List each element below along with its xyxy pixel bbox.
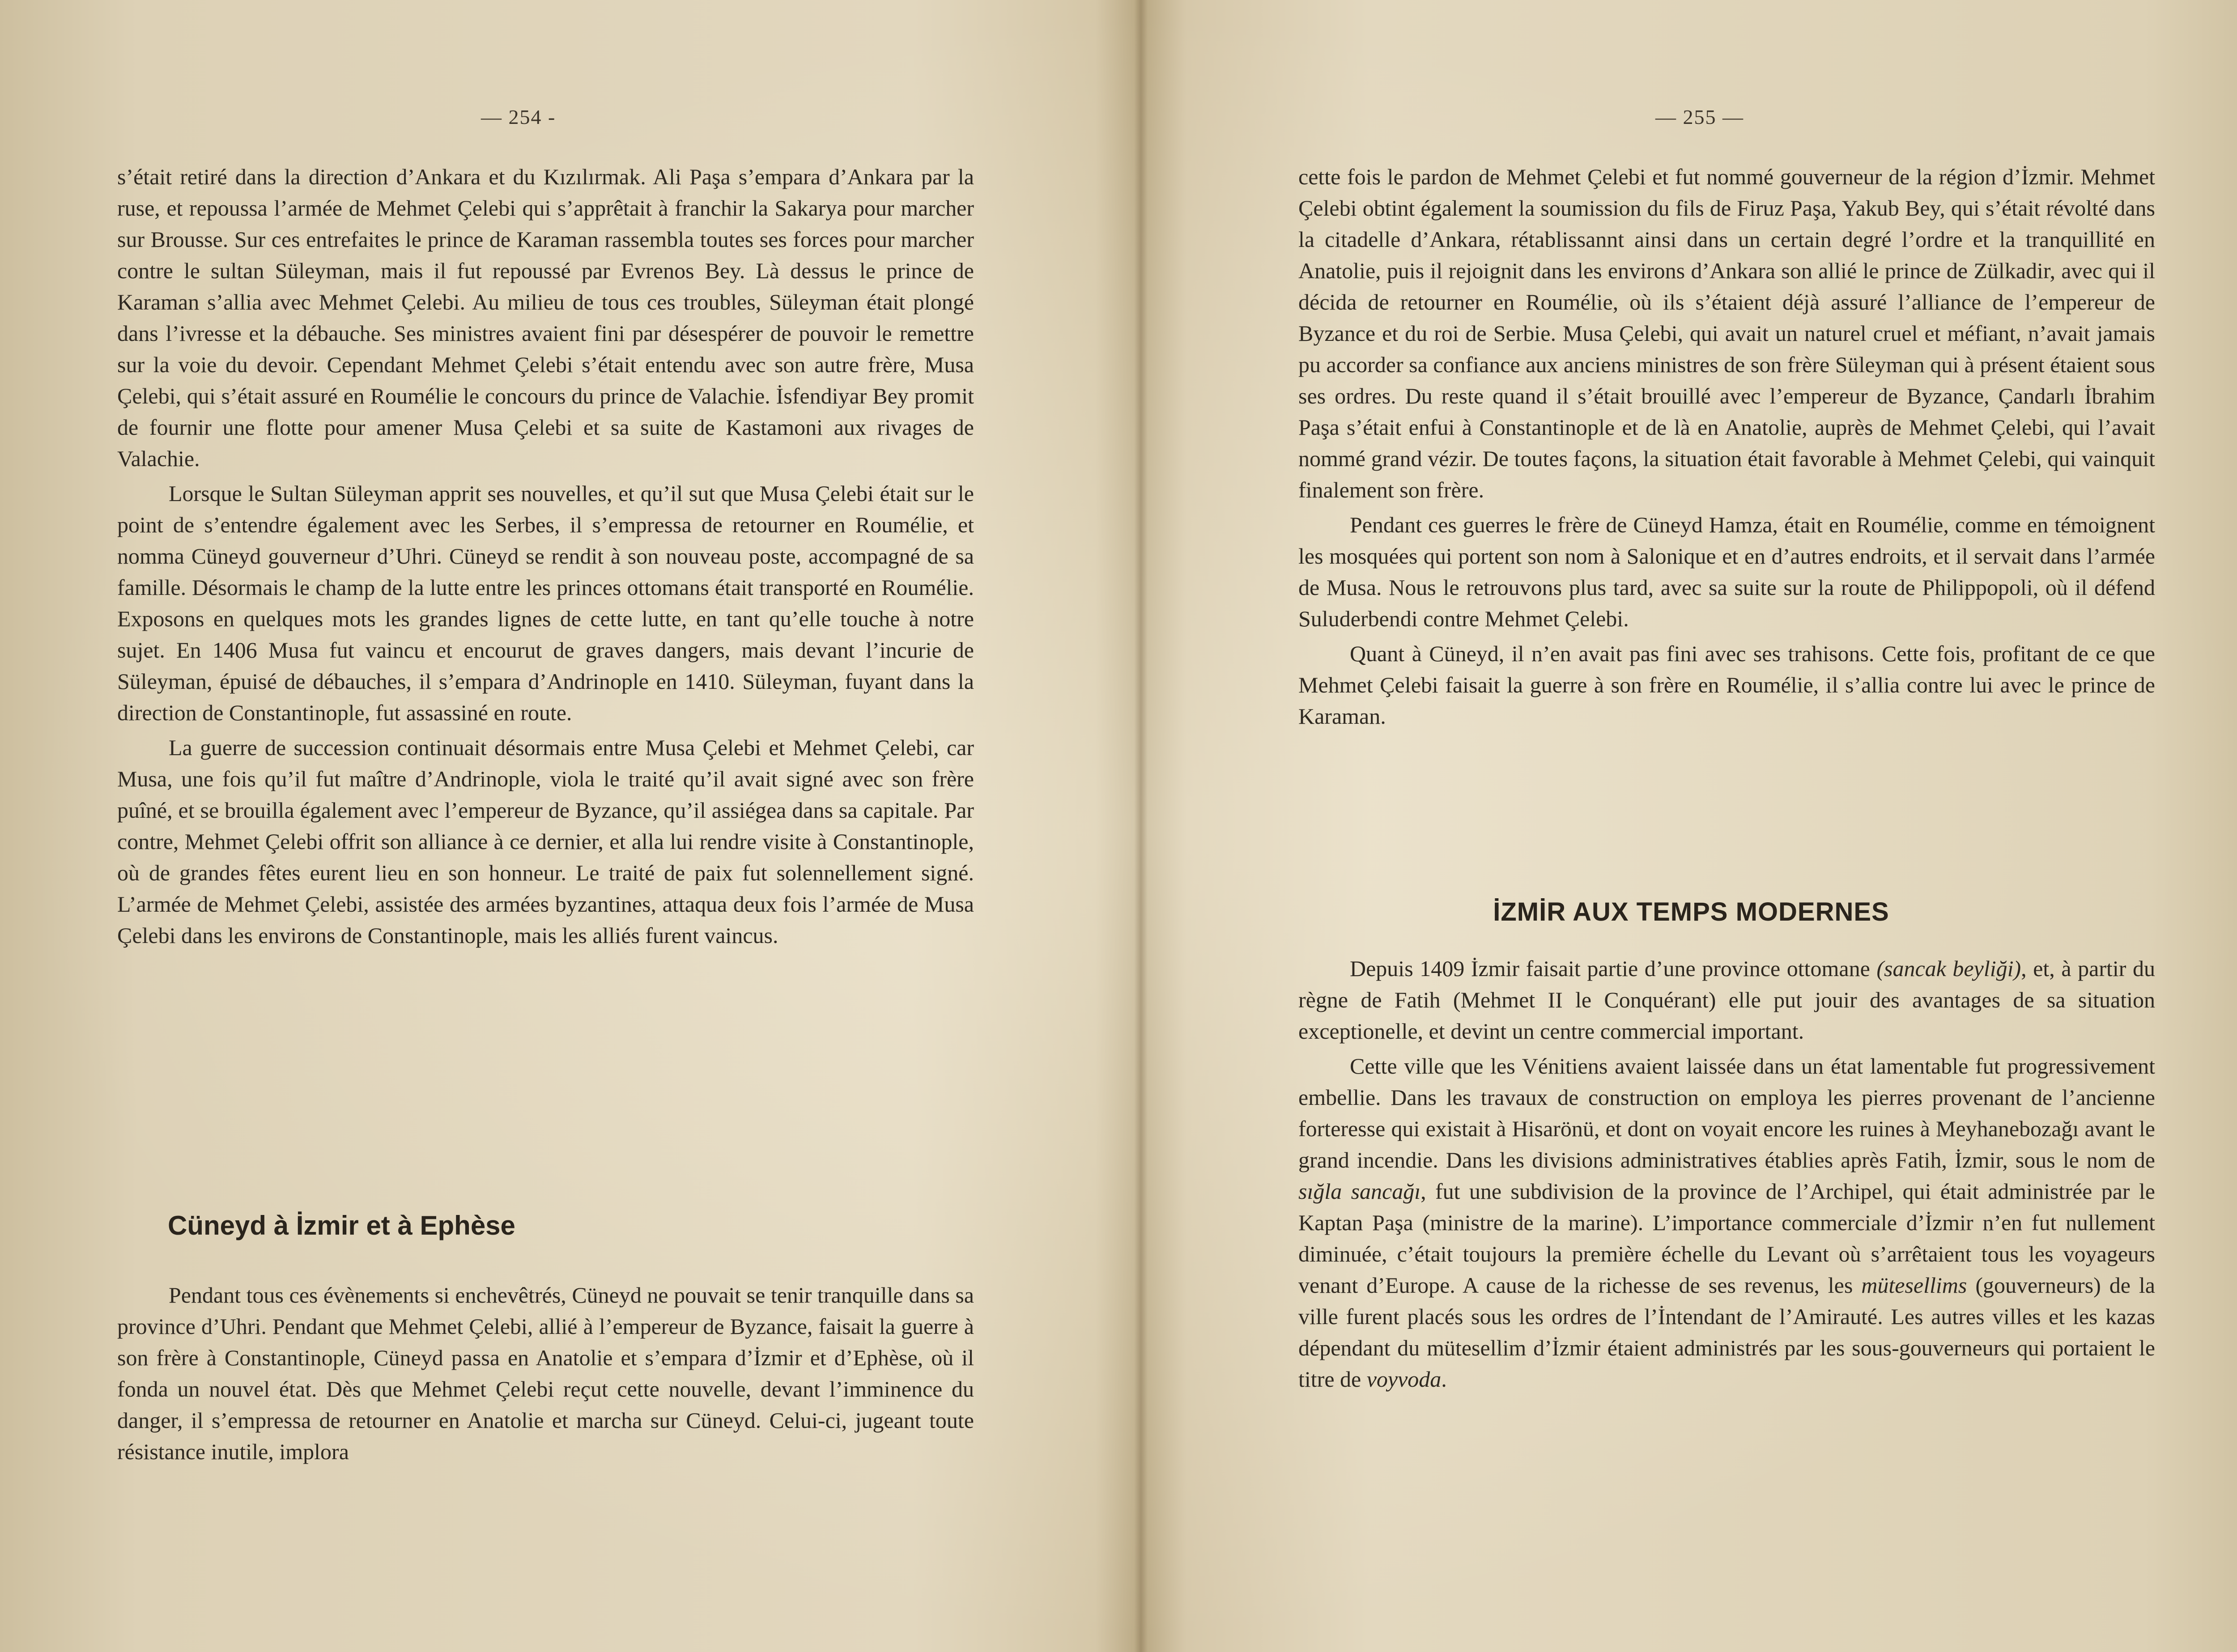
paragraph: Quant à Cüneyd, il n’en avait pas fini avec ses trahisons. Cette fois, profitant de ce que Mehmet Çelebi faisait la guerre à son frère en Roumélie, il s’allia contre lui avec le prince de Karaman. <box>1298 641 2155 729</box>
paragraph: Pendant ces guerres le frère de Cüneyd Hamza, était en Roumélie, comme en témoignent les mosquées qui portent son nom à Salonique et en d’autres endroits, et il servait dans l’armée de Musa. Nous le retrouvons plus tard, avec sa suite sur la route de Philippopoli, où il défend Suluderbendi contre Mehmet Çelebi. <box>1298 512 2155 631</box>
right-body-bottom <box>1298 953 2155 1398</box>
text-run: Cette ville que les Vénitiens avaient laissée dans un état lamentable fut progressivement embellie. Dans les travaux de construction on employa les pierres provenant de l’ancienne forteresse qui existait à Hisarönü, et dont on voyait encore les ruines à Meyhanebozağı avant le grand incendie. Dans les divisions administratives établies après Fatih, İzmir, sous le nom de <box>1298 1053 2155 1172</box>
italic-term: mütesellims <box>1861 1273 1967 1298</box>
right-body-top <box>1298 161 2155 735</box>
paragraph <box>1298 1050 2155 1395</box>
paragraph: Lorsque le Sultan Süleyman apprit ses nouvelles, et qu’il sut que Musa Çelebi était sur le point de s’entendre également avec les Serbes, il s’empressa de retourner en Roumélie, et nomma Cüneyd gouverneur d’Uhri. Cüneyd se rendit à son nouveau poste, accompagné de sa famille. Désormais le champ de la lutte entre les princes ottomans était transporté en Roumélie. Exposons en quelques mots les grandes lignes de cette lutte, en tant qu’elle touche à notre sujet. En 1406 Musa fut vaincu et encourut de graves dangers, mais devant l’incurie de Süleyman, épuisé de débauches, il s’empara d’Andrinople en 1410. Süleyman, fuyant dans la direction de Constantinople, fut assassiné en route. <box>117 481 974 725</box>
paragraph: cette fois le pardon de Mehmet Çelebi et fut nommé gouverneur de la région d’İzmir. Mehmet Çelebi obtint également la soumission du fils de Firuz Paşa, Yakub Bey, qui s’était révolté dans la citadelle d’Ankara, rétablissannt ainsi dans un certain degré l’ordre et la tranquillité en Anatolie, puis il rejoignit dans les environs d’Ankara son allié le prince de Zülkadir, avec qui il décida de retourner en Roumélie, où ils s’étaient déjà assuré l’alliance de l’empereur de Byzance et du roi de Serbie. Musa Çelebi, qui avait un naturel cruel et méfiant, n’avait jamais pu accorder sa confiance aux anciens ministres de son frère Süleyman qui à présent étaient sous ses ordres. Du reste quand il s’était brouillé avec l’empereur de Byzance, Çandarlı İbrahim Paşa s’était enfui à Constantinople et de là en Anatolie, auprès de Mehmet Çelebi, qui l’avait nommé grand vézir. De toutes façons, la situation était favorable à Mehmet Çelebi, qui vainquit finalement son frère. <box>1298 164 2155 502</box>
paragraph: s’était retiré dans la direction d’Ankara et du Kızılırmak. Ali Paşa s’empara d’Ankara par la ruse, et repoussa l’armée de Mehmet Çelebi qui s’apprêtait à franchir la Sakarya pour marcher sur Brousse. Sur ces entrefaites le prince de Karaman rassembla toutes ses forces pour marcher contre le sultan Süleyman, mais il fut repoussé par Evrenos Bey. Là dessus le prince de Karaman s’allia avec Mehmet Çelebi. Au milieu de tous ces troubles, Süleyman était plongé dans l’ivresse et la débauche. Ses ministres avaient fini par désespérer de pouvoir le remettre sur la voie du devoir. Cependant Mehmet Çelebi s’était entendu avec son autre frère, Musa Çelebi, qui s’était assuré en Roumélie le concours du prince de Valachie. İsfendiyar Bey promit de fournir une flotte pour amener Musa Çelebi et sa suite de Kastamoni aux rivages de Valachie. <box>117 164 974 471</box>
section-heading: İZMİR AUX TEMPS MODERNES <box>1493 897 1889 926</box>
paragraph: Pendant tous ces évènements si enchevêtrés, Cüneyd ne pouvait se tenir tranquille dans sa province d’Uhri. Pendant que Mehmet Çelebi, allié à l’empereur de Byzance, faisait la guerre à son frère à Constantinople, Cüneyd passa en Anatolie et s’empara d’İzmir et d’Ephèse, où il fonda un nouvel état. Dès que Mehmet Çelebi reçut cette nouvelle, devant l’imminence du danger, il s’empressa de retourner en Anatolie et marcha sur Cüneyd. Celui-ci, jugeant toute résistance inutile, implora <box>117 1283 974 1464</box>
left-body-bottom <box>117 1279 974 1471</box>
text-run: Depuis 1409 İzmir faisait partie d’une province ottomane <box>1350 956 1877 981</box>
italic-term: (sancak beyliği) <box>1876 956 2021 981</box>
italic-term: sığla sancağı <box>1298 1179 1421 1204</box>
page-number: — 254 - <box>481 106 556 128</box>
right-page <box>1145 0 2237 1652</box>
section-heading: Cüneyd à İzmir et à Ephèse <box>168 1210 515 1240</box>
text-run: , fut une subdivision de la province de l’Archipel, qui était administrée par le Kaptan Paşa (ministre de la marine). L’importance commerciale d’İzmir n’en fut nullement diminuée, c’était toujours la première échelle du Levant où s’arrêtaient tous les voyageurs venant d’Europe. A cause de la richesse de ses revenus, les <box>1298 1179 2155 1298</box>
text-run: (gouverneurs) de la ville furent placés sous les ordres de l’İntendant de l’Amirauté. Les autres villes et les kazas dépendant du mütesellim d’İzmir étaient administrés par les sous-gouverneurs qui portaient le titre de <box>1298 1273 2155 1392</box>
paragraph <box>1298 953 2155 1047</box>
text-run: , et, à partir du règne de Fatih (Mehmet II le Conquérant) elle put jouir des avantages de sa situation exceptionelle, et devint un centre commercial important. <box>1298 956 2155 1044</box>
page-number: — 255 — <box>1655 106 1744 128</box>
paragraph: La guerre de succession continuait désormais entre Musa Çelebi et Mehmet Çelebi, car Musa, une fois qu’il fut maître d’Andrinople, viola le traité qu’il avait signé avec son frère puîné, et se brouilla également avec l’empereur de Byzance, qu’il assiégea dans sa capitale. Par contre, Mehmet Çelebi offrit son alliance à ce dernier, et alla lui rendre visite à Constantinople, où de grandes fêtes eurent lieu en son honneur. Le traité de paix fut solennellement signé. L’armée de Mehmet Çelebi, assistée des armées byzantines, attaqua deux fois l’armée de Musa Çelebi dans les environs de Constantinople, mais les alliés furent vaincus. <box>117 735 974 948</box>
text-run: . <box>1441 1367 1447 1392</box>
left-body-top <box>117 161 974 955</box>
italic-term: voyvoda <box>1366 1367 1442 1392</box>
